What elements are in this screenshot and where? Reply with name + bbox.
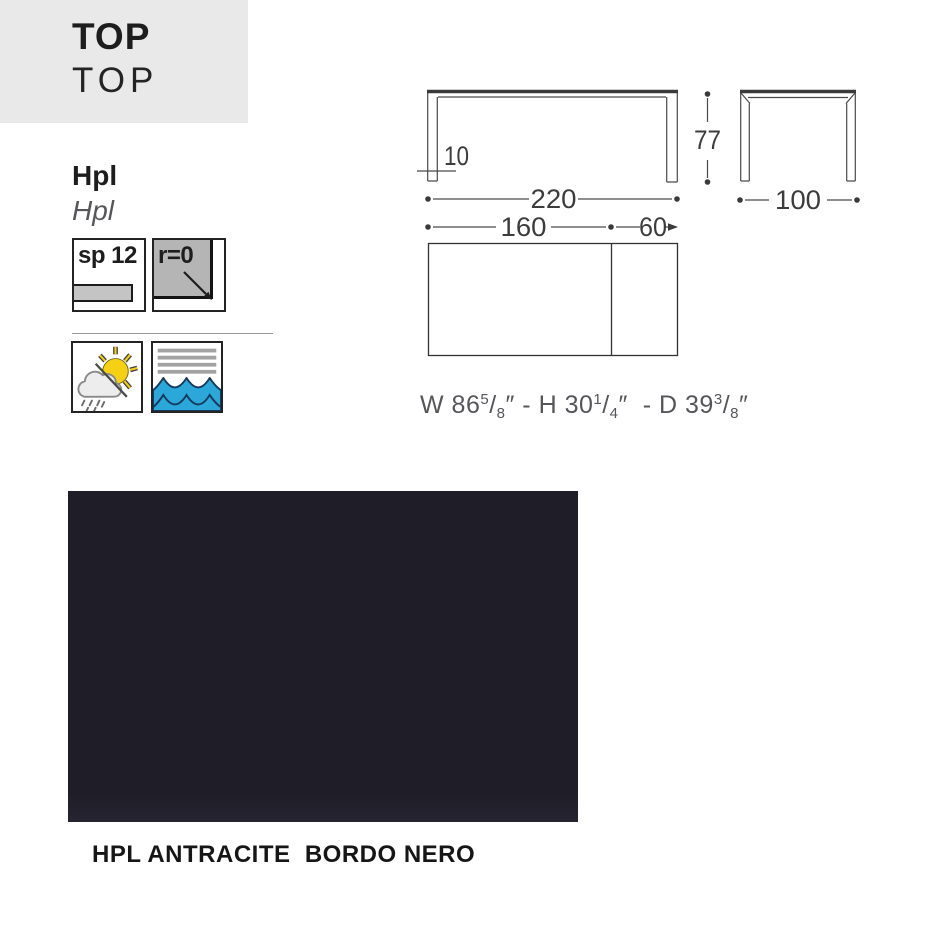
thickness-label: sp 12 — [78, 242, 137, 269]
page-subtitle: TOP — [72, 61, 159, 100]
sun-cloud-rain-icon — [73, 343, 141, 411]
color-swatch — [68, 491, 578, 822]
side-left-leg — [741, 93, 750, 181]
dim-width: 220 — [530, 184, 577, 214]
front-left-leg — [428, 93, 438, 181]
corner-arrow-icon — [154, 240, 224, 310]
dim-depth: 100 — [775, 185, 821, 215]
dim-extension: 60 — [639, 212, 667, 242]
dim-arrowhead — [668, 223, 678, 231]
thickness-bar-icon — [74, 284, 133, 302]
side-right-leg — [847, 93, 856, 181]
dim-height: 77 — [694, 125, 721, 155]
thickness-spec-box — [72, 238, 146, 312]
front-right-leg — [667, 93, 678, 182]
marine-use-box — [151, 341, 223, 413]
dim-leg-section: 10 — [444, 141, 469, 171]
dim-fixed-top: 160 — [500, 212, 547, 242]
edge-radius-spec-box — [152, 238, 226, 312]
outdoor-use-box — [71, 341, 143, 413]
material-label-localized: Hpl — [72, 195, 115, 226]
finish-caption: HPL ANTRACITE BORDO NERO — [92, 841, 476, 868]
plan-view-outline — [429, 244, 678, 356]
stripes-waves-icon — [153, 343, 221, 411]
section-divider — [72, 333, 273, 334]
page-title: TOP — [72, 16, 151, 57]
material-label: Hpl — [72, 160, 118, 191]
imperial-dimensions: W $86^5/_8''$ - H $30^1/_4''$ - D $39^3/_8''$ — [420, 391, 749, 422]
technical-drawing — [400, 78, 880, 430]
edge-radius-label: r=0 — [158, 242, 194, 269]
